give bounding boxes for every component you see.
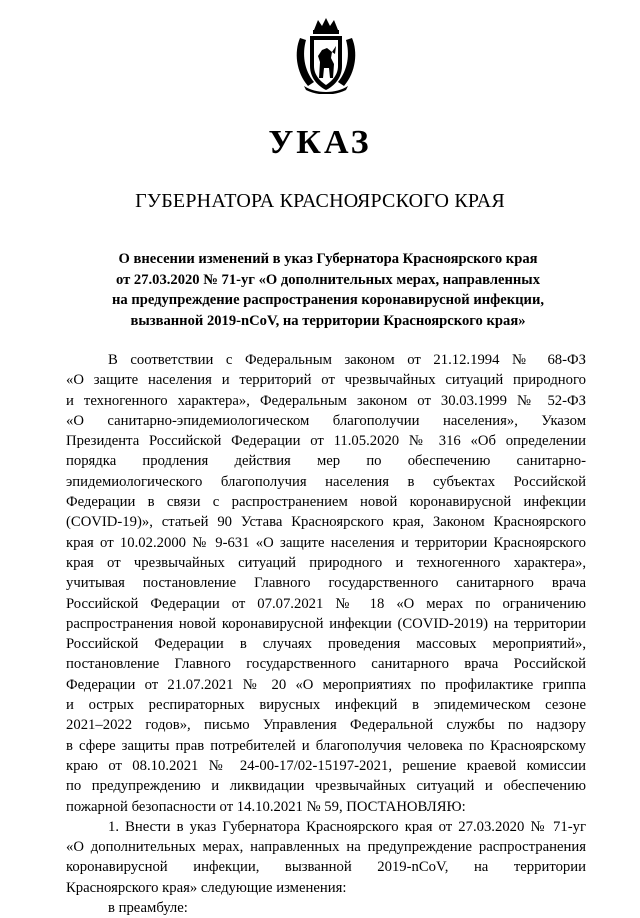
body-line: эпидемиологического благополучия населения в субъектах Российской (66, 473, 586, 490)
body-line: пожарной безопасности от 14.10.2021 № 59, ПОСТАНОВЛЯЮ: (66, 798, 466, 815)
body-line: Российской Федерации в случаях проведения массовых мероприятий», (66, 636, 586, 653)
body-line: Федерации от 21.07.2021 № 20 «О мероприятиях по профилактике гриппа (66, 676, 586, 693)
heading-line: от 27.03.2020 № 71-уг «О дополнительных мерах, направленных (116, 271, 540, 288)
heading-line: на предупреждение распространения коронавирусной инфекции, (111, 292, 545, 308)
body-line: края от 10.02.2000 № 9-631 «О защите населения и территории Красноярского (66, 534, 586, 551)
body-line: «О защите населения и территорий от чрезвычайных ситуаций природного (66, 372, 586, 389)
body-line: Президента Российской Федерации от 11.05.2020 № 316 «Об определении (66, 433, 586, 450)
body-line: и техногенного характера», Федеральным законом от 30.03.1999 № 52-ФЗ (66, 392, 586, 409)
body-line: порядка продления действия мер по обеспечению санитарно- (66, 453, 586, 470)
body-line: Российской Федерации от 07.07.2021 № 18 «О мерах по ограничению (66, 595, 586, 612)
body-line: 1. Внести в указ Губернатора Красноярского края от 27.03.2020 № 71-уг (108, 818, 586, 835)
document-title: УКАЗ (268, 124, 372, 161)
coat-of-arms-icon (292, 16, 360, 94)
body-line: края от чрезвычайных ситуаций природного и техногенного характера», (66, 554, 586, 571)
body-line: в сфере защиты прав потребителей и благополучия человека по Красноярскому (66, 737, 586, 754)
body-line: Федерации в связи с распространением новой коронавирусной инфекции (66, 494, 586, 511)
body-line: Красноярского края» следующие изменения: (66, 879, 347, 896)
body-line: в преамбуле: (108, 900, 188, 917)
body-line: постановление Главного государственного санитарного врача Российской (66, 656, 586, 673)
heading-line: О внесении изменений в указ Губернатора Красноярского края (118, 251, 538, 267)
document-body (66, 350, 586, 918)
body-line: распространения новой коронавирусной инфекции (COVID-2019) на территории (66, 615, 586, 632)
body-line: «О дополнительных мерах, направленных на предупреждение распространения (66, 839, 586, 856)
body-line: коронавирусной инфекции, вызванной 2019-nCoV, на территории (66, 859, 586, 876)
body-line: (COVID-19)», статьей 90 Устава Красноярского края, Законом Красноярского (66, 514, 586, 531)
body-line: В соответствии с Федеральным законом от 21.12.1994 № 68-ФЗ (108, 352, 586, 368)
body-line: учитывая постановление Главного государственного санитарного врача (66, 575, 586, 592)
document-subtitle: ГУБЕРНАТОРА КРАСНОЯРСКОГО КРАЯ (135, 190, 505, 212)
body-line: краю от 08.10.2021 № 24-00-17/02-15197-2021, решение краевой комиссии (66, 757, 586, 774)
document-heading (90, 249, 566, 331)
heading-line: вызванной 2019-nCoV, на территории Красноярского края» (130, 312, 526, 329)
body-line: 2021–2022 годов», письмо Управления Федеральной службы по надзору (66, 717, 586, 734)
body-line: и острых респираторных вирусных инфекций в эпидемическом сезоне (66, 697, 586, 714)
body-line: «О санитарно-эпидемиологическом благополучии населения», Указом (66, 412, 586, 429)
body-line: по предупреждению и ликвидации чрезвычайных ситуаций и обеспечению (66, 778, 586, 795)
